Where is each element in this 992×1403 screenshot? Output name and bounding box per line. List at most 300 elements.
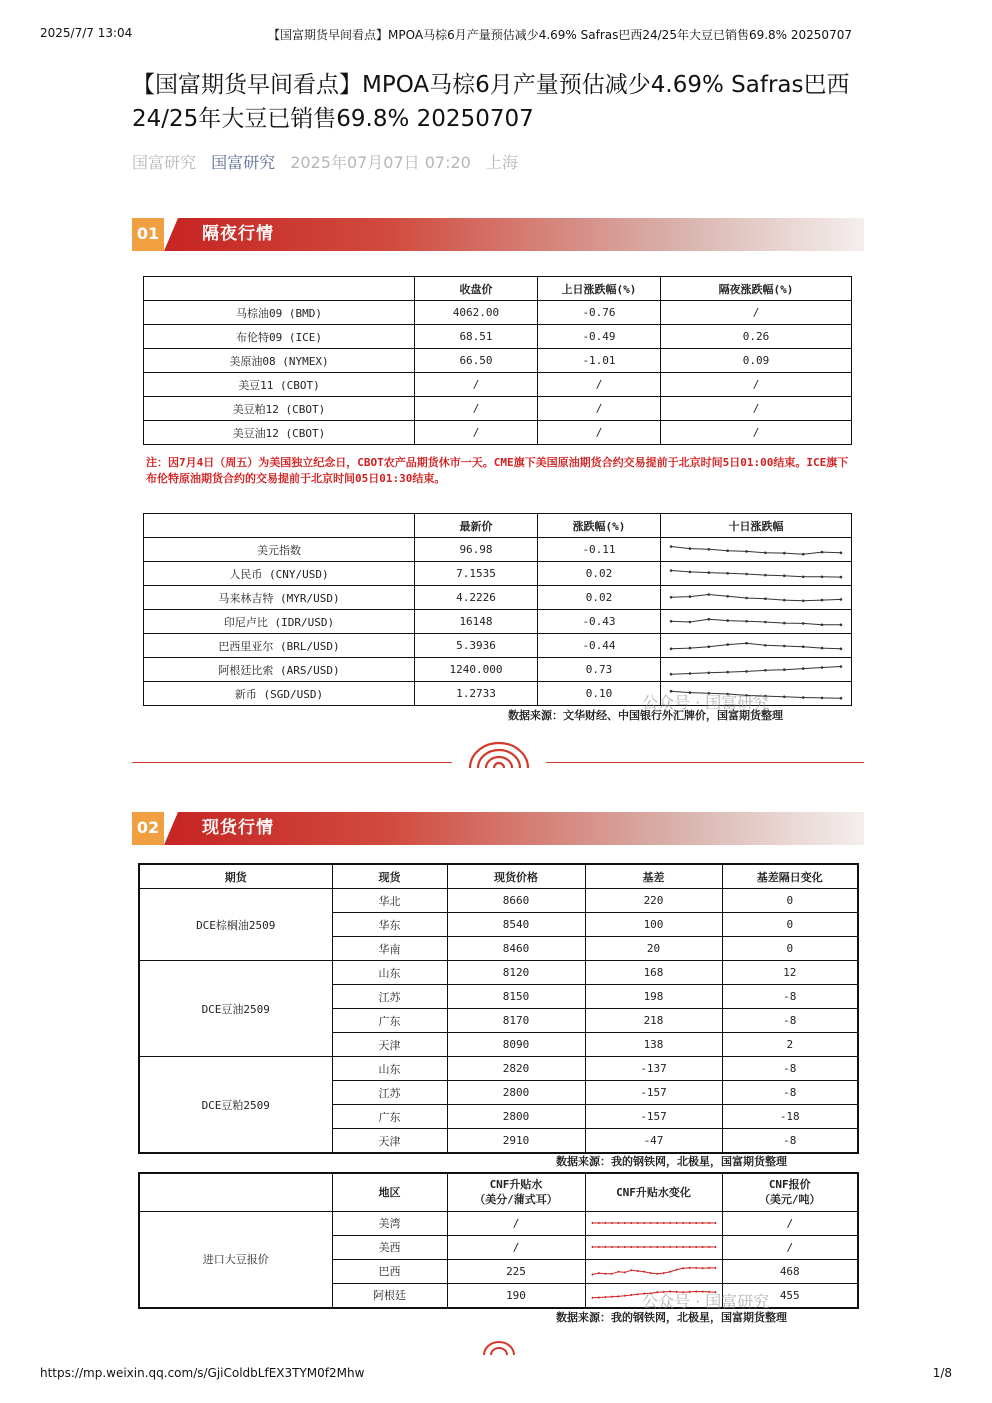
sparkline-point bbox=[591, 1246, 593, 1248]
sparkline-point bbox=[745, 550, 748, 553]
table-row bbox=[144, 586, 852, 610]
sparkline-point bbox=[802, 667, 805, 670]
sparkline-point bbox=[764, 644, 767, 647]
prev-day-change: -0.49 bbox=[538, 325, 661, 349]
sparkline-point bbox=[783, 644, 786, 647]
print-page-number: 1/8 bbox=[932, 1366, 952, 1380]
sparkline-point bbox=[604, 1296, 606, 1298]
ten-day-trend bbox=[661, 586, 852, 610]
table-row bbox=[139, 1057, 858, 1081]
sparkline-point bbox=[670, 647, 673, 650]
header-cell: 上日涨跌幅(%) bbox=[538, 277, 661, 301]
currency-name: 巴西里亚尔 (BRL/USD) bbox=[144, 634, 415, 658]
spot-price: 8660 bbox=[447, 889, 585, 913]
header-cell: 十日涨跌幅 bbox=[661, 514, 852, 538]
prev-day-change: -1.01 bbox=[538, 349, 661, 373]
table-header-row bbox=[144, 514, 852, 538]
table-row bbox=[139, 889, 858, 913]
cnf-quote: / bbox=[722, 1211, 858, 1235]
sparkline-chart bbox=[588, 1214, 720, 1232]
sparkline-point bbox=[695, 1267, 697, 1269]
sparkline-point bbox=[611, 1246, 613, 1248]
sparkline-point bbox=[598, 1246, 600, 1248]
sparkline-point bbox=[624, 1222, 626, 1224]
sparkline-point bbox=[669, 1222, 671, 1224]
spot-region: 广东 bbox=[332, 1105, 447, 1129]
table-header-row bbox=[144, 277, 852, 301]
sparkline-line bbox=[671, 570, 841, 577]
spot-region: 华南 bbox=[332, 937, 447, 961]
sparkline-point bbox=[764, 551, 767, 554]
spot-price: 8170 bbox=[447, 1009, 585, 1033]
header-cell: 基差隔日变化 bbox=[722, 864, 858, 889]
header-cell: 基差 bbox=[585, 864, 722, 889]
sparkline-point bbox=[708, 1267, 710, 1269]
sparkline-point bbox=[707, 593, 710, 596]
sparkline-point bbox=[802, 645, 805, 648]
header-cell: CNF报价 （美元/吨） bbox=[722, 1173, 858, 1211]
section-title: 隔夜行情 bbox=[202, 224, 274, 244]
sparkline-point bbox=[802, 622, 805, 625]
sparkline-point bbox=[707, 548, 710, 551]
sparkline-chart bbox=[665, 589, 847, 607]
sparkline-chart bbox=[665, 637, 847, 655]
sparkline-point bbox=[783, 574, 786, 577]
cnf-quote: 468 bbox=[722, 1259, 858, 1283]
divider-line bbox=[132, 762, 452, 763]
header-cell: 现货价格 bbox=[447, 864, 585, 889]
basis-change: -8 bbox=[722, 1009, 858, 1033]
sparkline-point bbox=[821, 666, 824, 669]
change-percent: 0.73 bbox=[538, 658, 661, 682]
data-source: 数据来源：文华财经、中国银行外汇牌价，国富期货整理 bbox=[508, 709, 783, 722]
sparkline-point bbox=[630, 1294, 632, 1296]
change-percent: 0.10 bbox=[538, 682, 661, 706]
basis: 20 bbox=[585, 937, 722, 961]
ten-day-trend bbox=[661, 562, 852, 586]
spot-price: 8120 bbox=[447, 961, 585, 985]
basis-change: -8 bbox=[722, 1129, 858, 1154]
sparkline-line bbox=[671, 546, 841, 554]
sparkline-point bbox=[636, 1293, 638, 1295]
sparkline-point bbox=[714, 1267, 716, 1269]
sparkline-point bbox=[726, 572, 729, 575]
currency-name: 新币 (SGD/USD) bbox=[144, 682, 415, 706]
sparkline-point bbox=[783, 598, 786, 601]
sparkline-point bbox=[617, 1295, 619, 1297]
sparkline-point bbox=[669, 1246, 671, 1248]
sparkline-point bbox=[802, 552, 805, 555]
spot-price: 8540 bbox=[447, 913, 585, 937]
sparkline-point bbox=[624, 1271, 626, 1273]
cnf-premium: 190 bbox=[447, 1283, 585, 1308]
close-price: 68.51 bbox=[415, 325, 538, 349]
header-cell: 隔夜涨跌幅(%) bbox=[661, 277, 852, 301]
sparkline-point bbox=[636, 1270, 638, 1272]
basis-change: -8 bbox=[722, 1057, 858, 1081]
sparkline-point bbox=[611, 1222, 613, 1224]
sparkline-line bbox=[671, 643, 841, 649]
sparkline-point bbox=[764, 620, 767, 623]
sparkline-point bbox=[662, 1246, 664, 1248]
publish-date: 2025年07月07日 07:20 bbox=[290, 153, 471, 172]
futures-contract: DCE棕榈油2509 bbox=[139, 889, 332, 961]
sparkline-point bbox=[643, 1246, 645, 1248]
sparkline-point bbox=[707, 617, 710, 620]
sparkline-point bbox=[688, 1246, 690, 1248]
sparkline-point bbox=[821, 623, 824, 626]
spot-price: 2910 bbox=[447, 1129, 585, 1154]
sparkline-point bbox=[670, 672, 673, 675]
origin-region: 美西 bbox=[332, 1235, 447, 1259]
sparkline-point bbox=[701, 1246, 703, 1248]
basis: 138 bbox=[585, 1033, 722, 1057]
section-banner-overnight bbox=[132, 218, 864, 251]
sparkline-point bbox=[624, 1295, 626, 1297]
header-cell: 涨跌幅(%) bbox=[538, 514, 661, 538]
sparkline-point bbox=[670, 620, 673, 623]
sparkline-point bbox=[636, 1246, 638, 1248]
sparkline-point bbox=[689, 620, 692, 623]
cnf-quote: 455 bbox=[722, 1283, 858, 1308]
sparkline-point bbox=[656, 1273, 658, 1275]
table-row bbox=[144, 397, 852, 421]
basis: -137 bbox=[585, 1057, 722, 1081]
basis-change: 0 bbox=[722, 913, 858, 937]
change-percent: 0.02 bbox=[538, 586, 661, 610]
overnight-change: / bbox=[661, 397, 852, 421]
sparkline-point bbox=[591, 1273, 593, 1275]
sparkline-point bbox=[689, 646, 692, 649]
basis: 218 bbox=[585, 1009, 722, 1033]
sparkline-point bbox=[821, 575, 824, 578]
article-source: 国富研究 bbox=[132, 153, 197, 172]
cnf-premium-trend bbox=[585, 1211, 722, 1235]
watermark: 公众号 · 国富研究 bbox=[642, 1292, 770, 1311]
sparkline-point bbox=[591, 1297, 593, 1299]
table-row bbox=[144, 610, 852, 634]
section-title: 现货行情 bbox=[202, 818, 274, 838]
banner-wedge bbox=[164, 218, 178, 251]
sparkline-point bbox=[689, 595, 692, 598]
overnight-change: / bbox=[661, 373, 852, 397]
basis: 220 bbox=[585, 889, 722, 913]
print-url: https://mp.weixin.qq.com/s/GjiColdbLfEX3TYM0f2Mhw bbox=[40, 1366, 365, 1380]
cloud-ornament-icon bbox=[482, 1338, 516, 1356]
section-number: 02 bbox=[132, 812, 164, 845]
header-cell: CNF升贴水变化 bbox=[585, 1173, 722, 1211]
sparkline-line bbox=[671, 666, 841, 674]
sparkline-point bbox=[649, 1246, 651, 1248]
spot-region: 广东 bbox=[332, 1009, 447, 1033]
sparkline-point bbox=[617, 1222, 619, 1224]
sparkline-point bbox=[656, 1246, 658, 1248]
sparkline-point bbox=[707, 571, 710, 574]
sparkline-point bbox=[591, 1222, 593, 1224]
sparkline-point bbox=[643, 1222, 645, 1224]
header-cell: 收盘价 bbox=[415, 277, 538, 301]
sparkline-point bbox=[821, 696, 824, 699]
sparkline-point bbox=[670, 545, 673, 548]
header-cell bbox=[144, 514, 415, 538]
sparkline-point bbox=[701, 1267, 703, 1269]
header-cell bbox=[144, 277, 415, 301]
sparkline-point bbox=[604, 1222, 606, 1224]
sparkline-point bbox=[783, 621, 786, 624]
sparkline-point bbox=[745, 572, 748, 575]
latest-price: 4.2226 bbox=[415, 586, 538, 610]
ten-day-trend bbox=[661, 538, 852, 562]
latest-price: 16148 bbox=[415, 610, 538, 634]
sparkline-point bbox=[689, 672, 692, 675]
watermark: 公众号 · 国富研究 bbox=[642, 693, 770, 712]
instrument-name: 布伦特09 (ICE) bbox=[144, 325, 415, 349]
ten-day-trend bbox=[661, 610, 852, 634]
sparkline-point bbox=[630, 1222, 632, 1224]
sparkline-point bbox=[726, 643, 729, 646]
sparkline-point bbox=[598, 1272, 600, 1274]
spot-region: 江苏 bbox=[332, 985, 447, 1009]
basis: -47 bbox=[585, 1129, 722, 1154]
sparkline-point bbox=[598, 1296, 600, 1298]
sparkline-point bbox=[682, 1267, 684, 1269]
sparkline-point bbox=[604, 1246, 606, 1248]
basis-change: -8 bbox=[722, 1081, 858, 1105]
change-percent: -0.11 bbox=[538, 538, 661, 562]
prev-day-change: / bbox=[538, 373, 661, 397]
sparkline-point bbox=[662, 1222, 664, 1224]
sparkline-point bbox=[714, 1222, 716, 1224]
close-price: / bbox=[415, 373, 538, 397]
sparkline-chart bbox=[665, 565, 847, 583]
header-cell bbox=[139, 1173, 332, 1211]
sparkline-point bbox=[840, 551, 843, 554]
sparkline-chart bbox=[665, 541, 847, 559]
sparkline-point bbox=[726, 619, 729, 622]
sparkline-point bbox=[764, 669, 767, 672]
sparkline-point bbox=[611, 1296, 613, 1298]
cnf-premium: / bbox=[447, 1235, 585, 1259]
table-header-row bbox=[139, 1173, 858, 1211]
sparkline-point bbox=[682, 1246, 684, 1248]
table-row bbox=[144, 562, 852, 586]
sparkline-point bbox=[783, 695, 786, 698]
cnf-premium: / bbox=[447, 1211, 585, 1235]
header-cell: 地区 bbox=[332, 1173, 447, 1211]
header-cell: 期货 bbox=[139, 864, 332, 889]
sparkline-point bbox=[675, 1222, 677, 1224]
sparkline-point bbox=[604, 1273, 606, 1275]
spot-region: 天津 bbox=[332, 1033, 447, 1057]
sparkline-point bbox=[708, 1222, 710, 1224]
sparkline-point bbox=[726, 670, 729, 673]
spot-region: 江苏 bbox=[332, 1081, 447, 1105]
header-cell: 最新价 bbox=[415, 514, 538, 538]
cnf-premium: 225 bbox=[447, 1259, 585, 1283]
sparkline-point bbox=[840, 696, 843, 699]
sparkline-point bbox=[695, 1222, 697, 1224]
sparkline-point bbox=[840, 647, 843, 650]
sparkline-point bbox=[745, 620, 748, 623]
group-label: 进口大豆报价 bbox=[139, 1211, 332, 1308]
sparkline-point bbox=[598, 1222, 600, 1224]
spot-region: 华北 bbox=[332, 889, 447, 913]
spot-price: 2800 bbox=[447, 1081, 585, 1105]
sparkline-chart bbox=[665, 613, 847, 631]
sparkline-point bbox=[670, 596, 673, 599]
spot-region: 山东 bbox=[332, 1057, 447, 1081]
spot-price: 2820 bbox=[447, 1057, 585, 1081]
overnight-futures-table bbox=[143, 276, 852, 445]
latest-price: 1240.000 bbox=[415, 658, 538, 682]
sparkline-point bbox=[707, 645, 710, 648]
close-price: / bbox=[415, 397, 538, 421]
sparkline-point bbox=[688, 1267, 690, 1269]
sparkline-point bbox=[695, 1246, 697, 1248]
sparkline-point bbox=[617, 1246, 619, 1248]
basis-change: 12 bbox=[722, 961, 858, 985]
futures-contract: DCE豆粕2509 bbox=[139, 1057, 332, 1154]
sparkline-point bbox=[783, 551, 786, 554]
origin-region: 美湾 bbox=[332, 1211, 447, 1235]
sparkline-chart bbox=[665, 661, 847, 679]
sparkline-point bbox=[802, 599, 805, 602]
sparkline-point bbox=[764, 573, 767, 576]
overnight-change: 0.26 bbox=[661, 325, 852, 349]
sparkline-point bbox=[630, 1269, 632, 1271]
spot-region: 山东 bbox=[332, 961, 447, 985]
currency-name: 马来林吉特 (MYR/USD) bbox=[144, 586, 415, 610]
spot-price: 8150 bbox=[447, 985, 585, 1009]
table-row bbox=[144, 349, 852, 373]
divider-line bbox=[546, 762, 864, 763]
table-row bbox=[139, 961, 858, 985]
data-source: 数据来源：我的钢铁网，北极星，国富期货整理 bbox=[556, 1155, 787, 1168]
fx-table bbox=[143, 513, 852, 706]
sparkline-point bbox=[840, 575, 843, 578]
sparkline-point bbox=[707, 671, 710, 674]
latest-price: 7.1535 bbox=[415, 562, 538, 586]
sparkline-point bbox=[745, 641, 748, 644]
ten-day-trend bbox=[661, 634, 852, 658]
instrument-name: 美豆粕12 (CBOT) bbox=[144, 397, 415, 421]
basis: -157 bbox=[585, 1105, 722, 1129]
overnight-change: / bbox=[661, 421, 852, 445]
instrument-name: 美豆11 (CBOT) bbox=[144, 373, 415, 397]
futures-contract: DCE豆油2509 bbox=[139, 961, 332, 1057]
section-banner-spot bbox=[132, 812, 864, 845]
sparkline-point bbox=[745, 596, 748, 599]
sparkline-point bbox=[840, 665, 843, 668]
sparkline-point bbox=[726, 595, 729, 598]
spot-price: 2800 bbox=[447, 1105, 585, 1129]
print-page-title: 【国富期货早间看点】MPOA马棕6月产量预估减少4.69% Safras巴西24/25年大豆已销售69.8% 20250707 bbox=[268, 28, 852, 42]
sparkline-line bbox=[671, 619, 841, 625]
change-percent: -0.44 bbox=[538, 634, 661, 658]
origin-region: 阿根廷 bbox=[332, 1283, 447, 1308]
latest-price: 1.2733 bbox=[415, 682, 538, 706]
holiday-note: 注：因7月4日（周五）为美国独立纪念日，CBOT农产品期货休市一天。CME旗下美国原油期货合约交易提前于北京时间5日01:00结束。ICE旗下布伦特原油期货合约的交易提前于北京时间05日01:30结束。 bbox=[146, 456, 849, 485]
sparkline-point bbox=[764, 597, 767, 600]
sparkline-point bbox=[821, 646, 824, 649]
prev-day-change: / bbox=[538, 421, 661, 445]
article-meta bbox=[132, 150, 518, 173]
basis-change: 0 bbox=[722, 937, 858, 961]
basis-change: 0 bbox=[722, 889, 858, 913]
basis-change: -18 bbox=[722, 1105, 858, 1129]
sparkline-point bbox=[675, 1246, 677, 1248]
overnight-change: / bbox=[661, 301, 852, 325]
sparkline-point bbox=[611, 1273, 613, 1275]
sparkline-point bbox=[714, 1246, 716, 1248]
sparkline-point bbox=[745, 670, 748, 673]
prev-day-change: / bbox=[538, 397, 661, 421]
sparkline-point bbox=[802, 575, 805, 578]
sparkline-point bbox=[630, 1246, 632, 1248]
close-price: 66.50 bbox=[415, 349, 538, 373]
basis: -157 bbox=[585, 1081, 722, 1105]
currency-name: 人民币 (CNY/USD) bbox=[144, 562, 415, 586]
origin-region: 巴西 bbox=[332, 1259, 447, 1283]
header-cell: CNF升贴水 （美分/蒲式耳） bbox=[447, 1173, 585, 1211]
basis: 168 bbox=[585, 961, 722, 985]
cloud-ornament-icon bbox=[466, 740, 532, 770]
sparkline-point bbox=[821, 550, 824, 553]
currency-name: 美元指数 bbox=[144, 538, 415, 562]
sparkline-point bbox=[669, 1271, 671, 1273]
sparkline-point bbox=[656, 1222, 658, 1224]
currency-name: 印尼卢比 (IDR/USD) bbox=[144, 610, 415, 634]
sparkline-point bbox=[802, 696, 805, 699]
sparkline-point bbox=[783, 668, 786, 671]
spot-price: 8460 bbox=[447, 937, 585, 961]
overnight-change: 0.09 bbox=[661, 349, 852, 373]
sparkline-point bbox=[662, 1272, 664, 1274]
instrument-name: 马棕油09 (BMD) bbox=[144, 301, 415, 325]
article-title: 【国富期货早间看点】MPOA马棕6月产量预估减少4.69% Safras巴西24/25年大豆已销售69.8% 20250707 bbox=[132, 72, 850, 132]
sparkline-line bbox=[592, 1268, 715, 1275]
ten-day-trend bbox=[661, 658, 852, 682]
change-percent: -0.43 bbox=[538, 610, 661, 634]
sparkline-point bbox=[636, 1222, 638, 1224]
prev-day-change: -0.76 bbox=[538, 301, 661, 325]
table-row bbox=[144, 373, 852, 397]
sparkline-point bbox=[701, 1222, 703, 1224]
account-name-link[interactable]: 国富研究 bbox=[211, 153, 276, 172]
currency-name: 阿根廷比索 (ARS/USD) bbox=[144, 658, 415, 682]
sparkline-point bbox=[840, 598, 843, 601]
section-number: 01 bbox=[132, 218, 164, 251]
sparkline-point bbox=[649, 1272, 651, 1274]
table-row bbox=[144, 658, 852, 682]
spot-region: 华东 bbox=[332, 913, 447, 937]
sparkline-point bbox=[682, 1222, 684, 1224]
table-row bbox=[144, 301, 852, 325]
table-row bbox=[144, 421, 852, 445]
cnf-premium-trend bbox=[585, 1259, 722, 1283]
sparkline-point bbox=[726, 549, 729, 552]
sparkline-point bbox=[689, 547, 692, 550]
sparkline-line bbox=[671, 594, 841, 600]
header-cell: 现货 bbox=[332, 864, 447, 889]
table-header-row bbox=[139, 864, 858, 889]
sparkline-point bbox=[643, 1271, 645, 1273]
latest-price: 96.98 bbox=[415, 538, 538, 562]
sparkline-point bbox=[840, 623, 843, 626]
close-price: 4062.00 bbox=[415, 301, 538, 325]
sparkline-point bbox=[617, 1271, 619, 1273]
sparkline-point bbox=[670, 569, 673, 572]
